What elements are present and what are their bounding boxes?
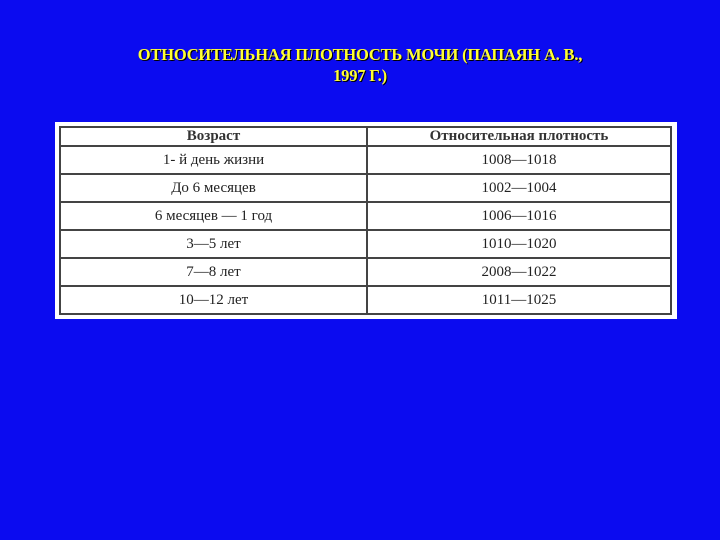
table-row — [60, 230, 671, 258]
table-row — [60, 258, 671, 286]
slide-title — [60, 44, 660, 86]
cell-density: 1010—1020 — [367, 230, 671, 258]
cell-density: 1011—1025 — [367, 286, 671, 314]
cell-age: 3—5 лет — [60, 230, 367, 258]
table-header-row — [60, 127, 671, 146]
density-table-panel — [55, 122, 677, 319]
cell-age: 7—8 лет — [60, 258, 367, 286]
cell-density: 2008—1022 — [367, 258, 671, 286]
cell-age: До 6 месяцев — [60, 174, 367, 202]
cell-age: 10—12 лет — [60, 286, 367, 314]
cell-density: 1006—1016 — [367, 202, 671, 230]
table-row — [60, 202, 671, 230]
cell-age: 1- й день жизни — [60, 146, 367, 174]
header-density: Относительная плотность — [367, 127, 671, 146]
cell-density: 1008—1018 — [367, 146, 671, 174]
table-row — [60, 146, 671, 174]
title-line-2: 1997 Г.) — [333, 66, 387, 85]
cell-age: 6 месяцев — 1 год — [60, 202, 367, 230]
title-line-1: ОТНОСИТЕЛЬНАЯ ПЛОТНОСТЬ МОЧИ (ПАПАЯН А. В., — [137, 45, 583, 64]
table-row — [60, 286, 671, 314]
density-table — [59, 126, 672, 315]
header-age: Возраст — [60, 127, 367, 146]
cell-density: 1002—1004 — [367, 174, 671, 202]
table-row — [60, 174, 671, 202]
